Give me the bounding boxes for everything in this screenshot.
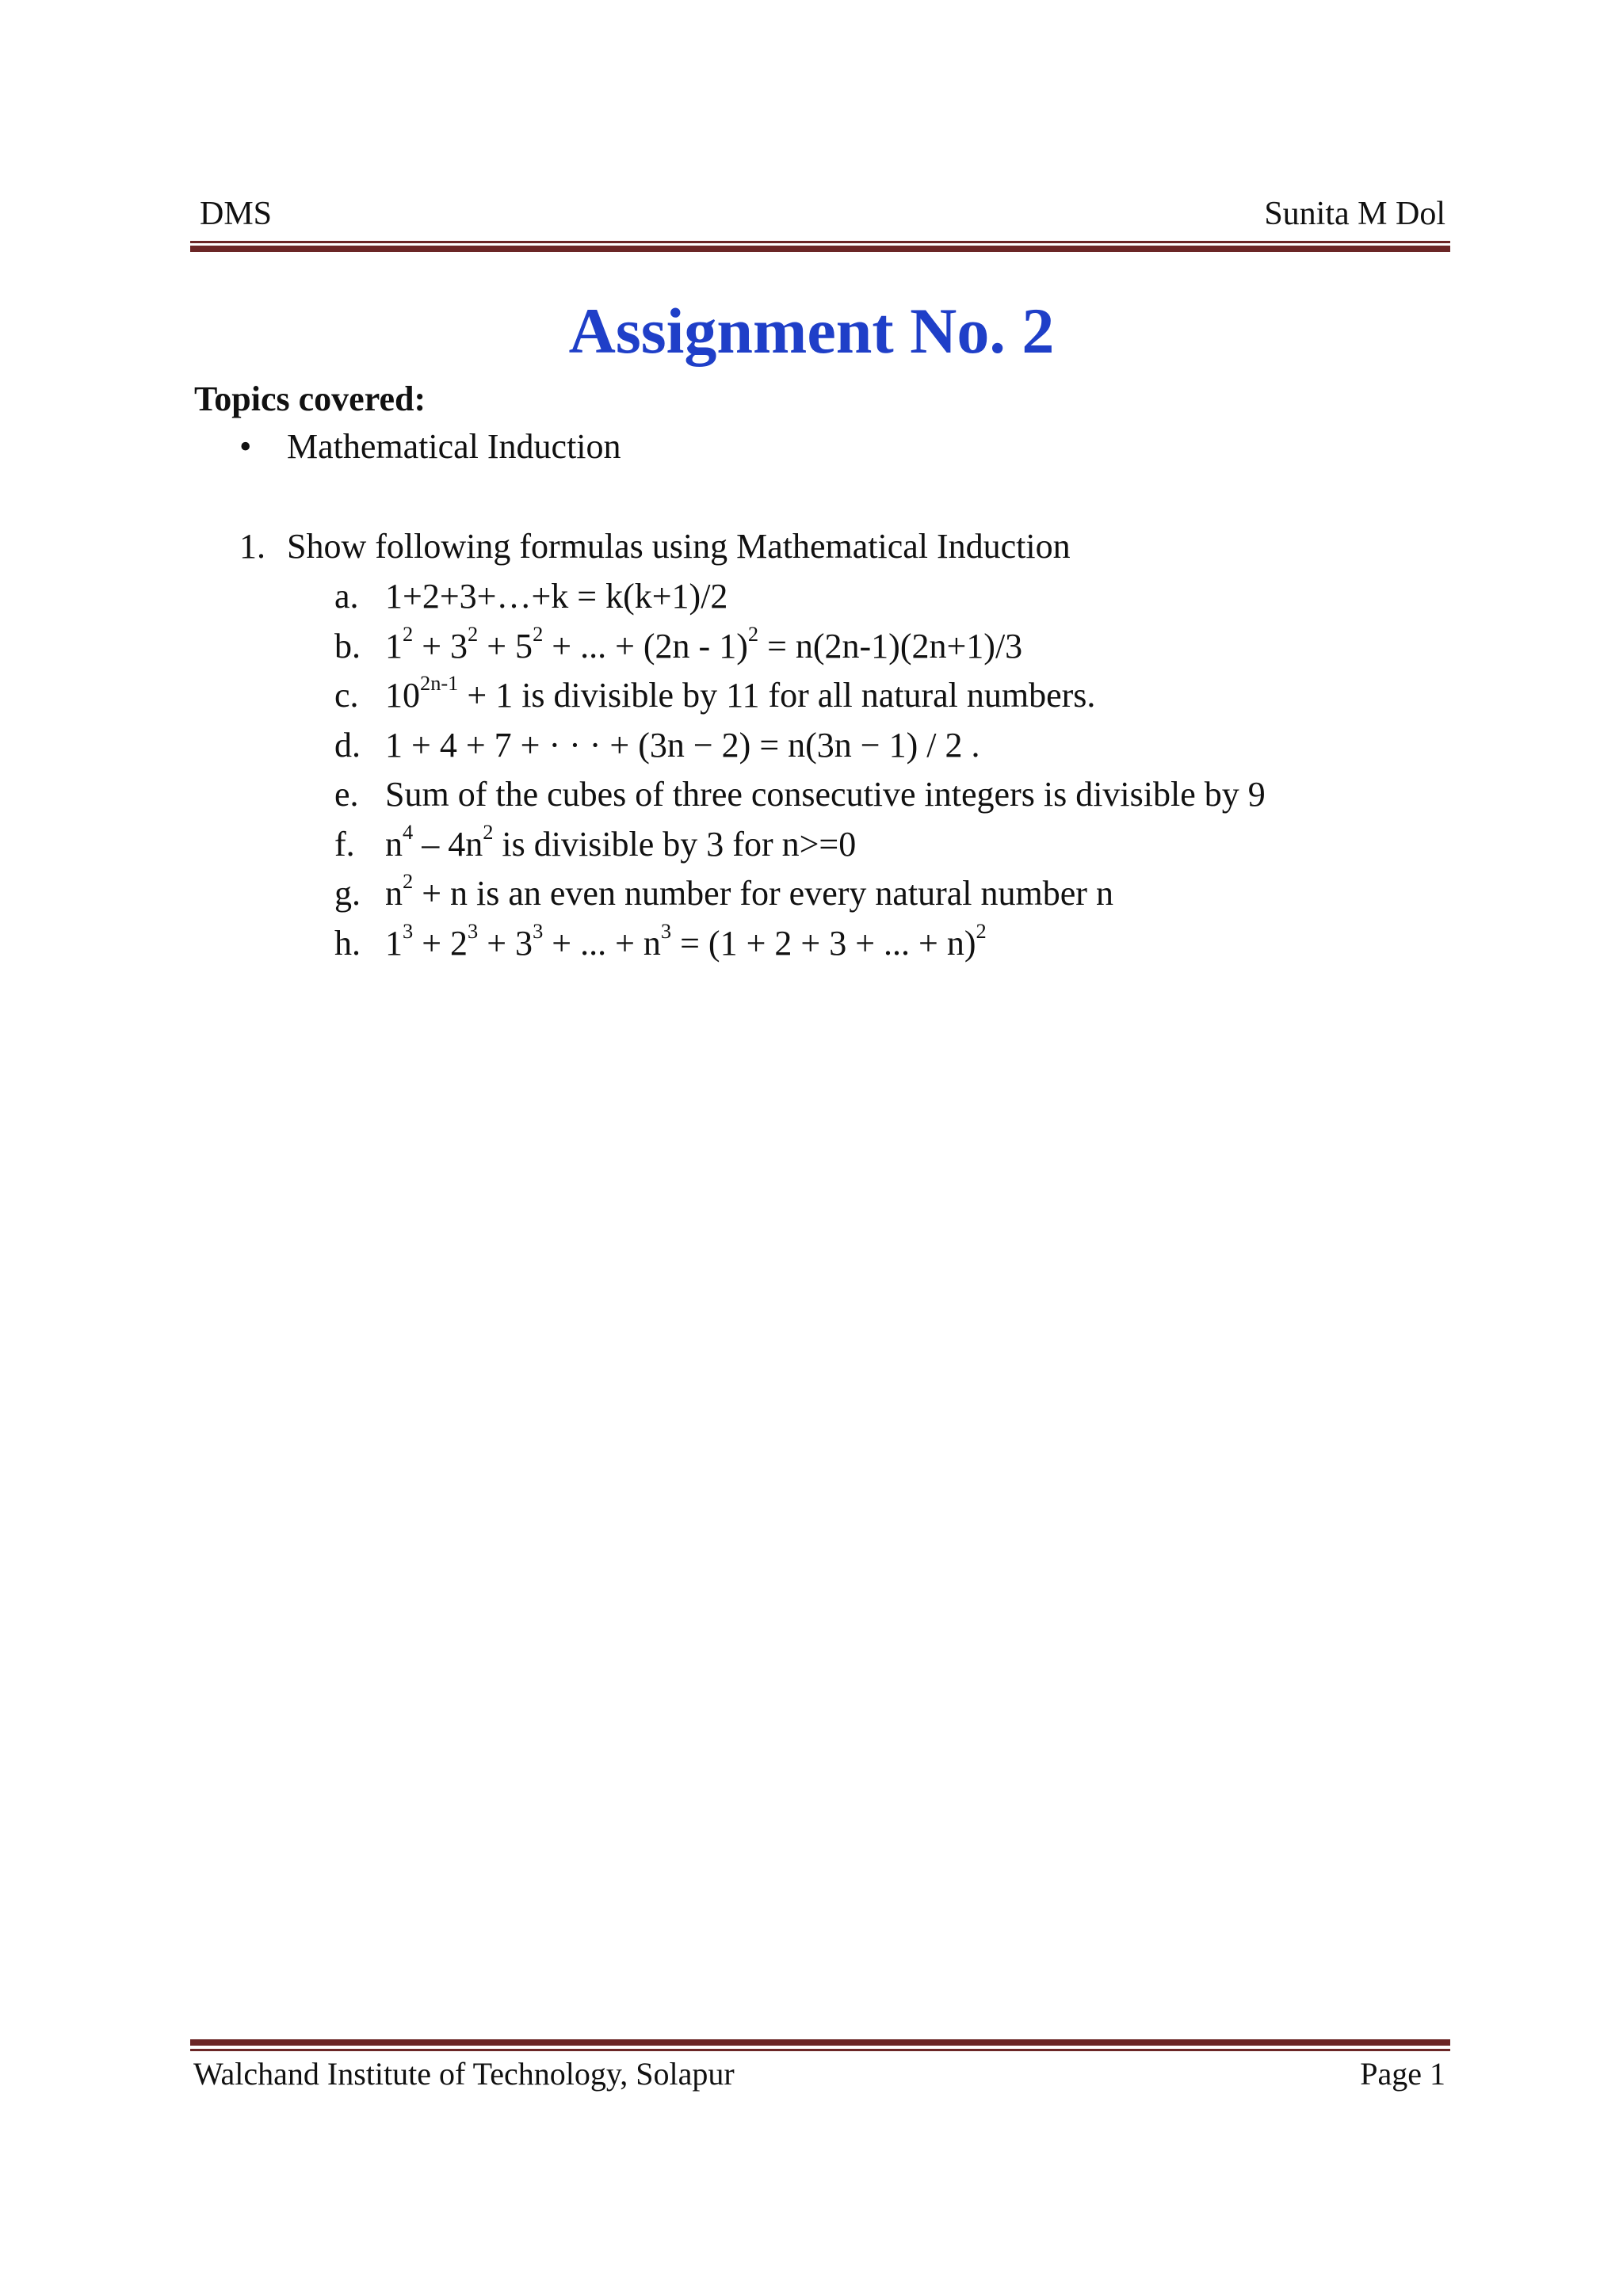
superscript: 2n-1 [420, 671, 459, 696]
item-marker: g. [334, 874, 361, 913]
superscript: 4 [403, 819, 414, 844]
superscript: 2 [468, 621, 479, 646]
formula-item [334, 918, 987, 964]
item-marker: h. [334, 923, 361, 963]
item-marker: f. [334, 824, 355, 864]
item-marker: c. [334, 676, 359, 715]
item-marker: b. [334, 626, 361, 666]
superscript: 2 [976, 918, 987, 943]
footer-institute: Walchand Institute of Technology, Solapur [193, 2056, 735, 2092]
formula-text: $n^2 + n$ is an even number for every natural number n [385, 869, 1113, 913]
formula-text: $1^3 + 2^3 + 3^3$ + ... + $n^3 = (1 + 2 + 3$ + ... + n)$^2$ [385, 918, 987, 963]
bullet-marker: • [239, 427, 252, 466]
superscript: 3 [468, 918, 479, 943]
question-text: Show following formulas using Mathematical Induction [287, 527, 1071, 566]
page-title: Assignment No. 2 [568, 295, 1055, 367]
item-marker: e. [334, 775, 359, 814]
superscript: 2 [403, 621, 414, 646]
formula-item [334, 576, 727, 617]
item-marker: d. [334, 725, 361, 765]
formula-text: $10^{2n-1} + 1$ is divisible by 11 for all natural numbers. [385, 671, 1096, 715]
formula-text: $1^2 + 3^2 + 5^2$ + ... + (2n - 1)$^2$ = n(2n-1)(2n+1)/3 [385, 621, 1023, 666]
formula-text: 1 + 4 + 7 + · · · + (3n − 2) = n(3n − 1) / 2 . [385, 725, 980, 765]
superscript: 2 [747, 621, 759, 646]
question-number: 1. [239, 527, 265, 566]
formula-item [334, 725, 980, 766]
superscript: 2 [403, 869, 414, 894]
header-rule-thin [190, 241, 1450, 243]
header-author: Sunita M Dol [1264, 196, 1445, 232]
header-course: DMS [200, 196, 273, 232]
formula-text: Sum of the cubes of three consecutive integers is divisible by 9 [385, 775, 1266, 814]
formula-item [334, 774, 1266, 815]
formula-item [334, 671, 1096, 716]
superscript: 2 [533, 621, 544, 646]
item-marker: a. [334, 577, 359, 616]
topics-heading: Topics covered: [194, 379, 426, 418]
topic-text: Mathematical Induction [287, 427, 621, 466]
question-1 [239, 526, 1071, 567]
formula-item [334, 819, 857, 865]
topic-list-item [239, 426, 621, 467]
footer-rule-thick [190, 2039, 1450, 2046]
superscript: 3 [403, 918, 414, 943]
footer-page-number: Page 1 [1360, 2056, 1445, 2092]
superscript: 3 [660, 918, 672, 943]
formula-item [334, 621, 1023, 667]
formula-text: 1+2+3+…+k = k(k+1)/2 [385, 577, 728, 616]
superscript: 2 [483, 819, 494, 844]
formula-text: $n^4 - 4n^2$ is divisible by 3 for n>=0 [385, 819, 857, 864]
formula-item [334, 869, 1113, 914]
header-rule-thick [190, 246, 1450, 252]
superscript: 3 [533, 918, 544, 943]
footer-rule-thin [190, 2049, 1450, 2051]
